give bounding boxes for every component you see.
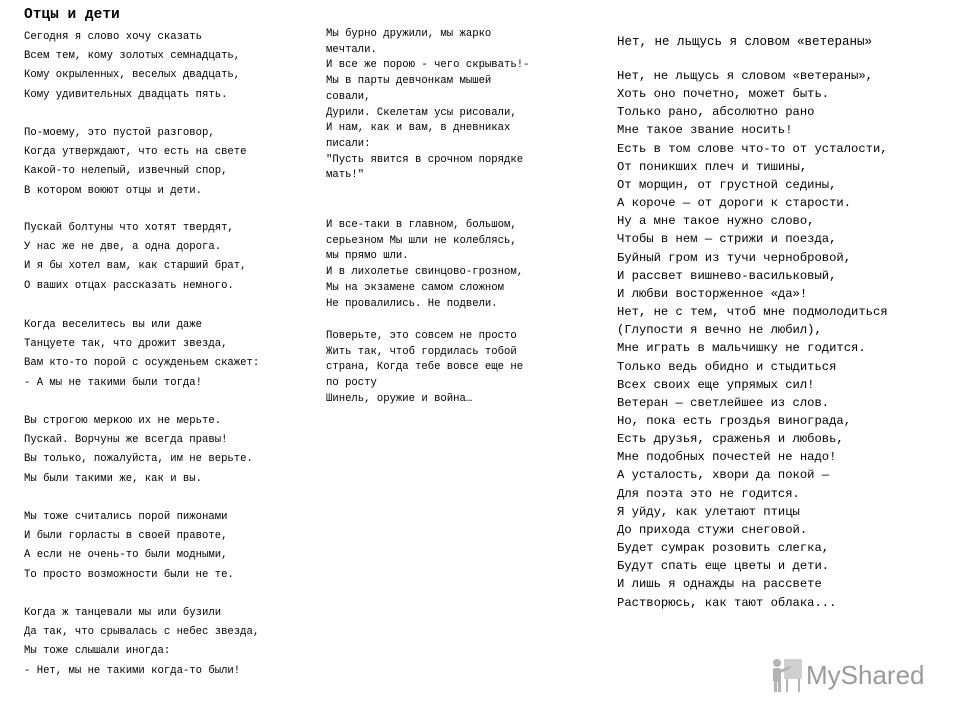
poem-line: мечтали. — [326, 43, 377, 56]
poem-line: мать!" — [326, 169, 365, 182]
poem1-stanza — [326, 329, 611, 408]
poem-line: И рассвет вишнево-васильковый, — [617, 268, 837, 283]
poem-line: И я бы хотел вам, как старший брат, — [24, 260, 247, 273]
poem-line: Мы тоже считались порой пижонами — [24, 511, 228, 523]
poem1-stanza — [24, 412, 253, 489]
poem-line: "Пусть явится в срочном порядке — [326, 153, 524, 166]
poem-line: О ваших отцах рассказать немного. — [24, 279, 234, 292]
poem-line: Будут спать еще цветы и дети. — [617, 559, 830, 574]
poem-line: Есть друзья, сраженья и любовь, — [617, 432, 844, 447]
poem-line: Мне такое звание носить! — [617, 123, 793, 138]
presenter-icon — [766, 656, 804, 694]
poem-line: писали: — [326, 137, 371, 150]
poem-line: Всех своих еще упрямых сил! — [617, 377, 815, 392]
poem-line: Вы строгою меркою их не мерьте. — [24, 415, 222, 427]
poem-line: Мы были такими же, как и вы. — [24, 472, 203, 485]
poem2-title: Нет, не льщусь я словом «ветераны» — [617, 35, 873, 49]
poem-line: И все же порою - чего скрывать!- — [326, 59, 530, 72]
poem-line: - Нет, мы не такими когда-то были! — [24, 664, 241, 677]
logo-text: MyShared — [806, 660, 925, 690]
poem-line: Танцуете так, что дрожит звезда, — [24, 338, 228, 351]
poem-line: И были горласты в своей правоте, — [24, 530, 228, 543]
poem-line: Да так, что срывалась с небес звезда, — [24, 626, 260, 639]
poem-line: До прихода стужи снеговой. — [617, 522, 808, 537]
poem-line: Мне играть в мальчишку не годится. — [617, 341, 866, 356]
poem-line: Я уйду, как улетают птицы — [617, 504, 800, 519]
poem1-stanza — [24, 28, 240, 105]
poem-line: Вам кто-то порой с осужденьем скажет: — [24, 357, 260, 370]
poem-line: Сегодня я слово хочу сказать — [24, 31, 203, 43]
poem-line: Нет, не с тем, чтоб мне подмолодиться — [617, 305, 888, 320]
myshared-logo — [766, 656, 926, 694]
poem-line: То просто возможности были не те. — [24, 568, 234, 581]
poem-line: Растворюсь, как тают облака... — [617, 595, 837, 610]
poem-line: Есть в том слове что-то от усталости, — [617, 141, 888, 156]
poem-line: Вы только, пожалуйста, им не верьте. — [24, 453, 253, 466]
poem-line: А короче — от дороги к старости. — [617, 196, 852, 211]
poem-line: И все-таки в главном, большом, — [326, 219, 517, 231]
poem-line: Жить так, чтоб гордилась тобой — [326, 345, 517, 358]
poem-line: Всем тем, кому золотых семнадцать, — [24, 50, 241, 63]
poem-line: мы прямо шли. — [326, 250, 409, 263]
poem-line: по росту — [326, 377, 377, 390]
poem2-body — [617, 67, 888, 612]
poem-line: А если не очень-то были модными, — [24, 549, 228, 562]
poem-line: У нас же не две, а одна дорога. — [24, 241, 222, 254]
poem-line: От морщин, от грустной седины, — [617, 177, 837, 192]
poem-line: Но, пока есть гроздья винограда, — [617, 413, 852, 428]
poem1-stanza — [326, 27, 611, 184]
poem1-stanza — [24, 219, 247, 296]
poem-line: Пускай болтуны что хотят твердят, — [24, 222, 234, 234]
poem-line: Какой-то нелепый, извечный спор, — [24, 165, 228, 178]
poem-line: Будет сумрак розовить слегка, — [617, 541, 830, 556]
poem-line: Мы тоже слышали иногда: — [24, 645, 171, 658]
poem-line: Чтобы в нем — стрижи и поезда, — [617, 232, 837, 247]
poem-line: Когда утверждают, что есть на свете — [24, 146, 247, 159]
poem-line: От поникших плеч и тишины, — [617, 159, 808, 174]
poem-line: - А мы не такими были тогда! — [24, 376, 203, 389]
poem1-stanza — [24, 508, 234, 585]
poem-line: По-моему, это пустой разговор, — [24, 127, 215, 139]
poem-line: И любви восторженное «да»! — [617, 286, 808, 301]
poem-line: Хоть оно почетно, может быть. — [617, 87, 830, 102]
poem-line: Для поэта это не годится. — [617, 486, 800, 501]
poem-line: А усталость, хвори да покой — — [617, 468, 830, 483]
poem-line: страна, Когда тебе вовсе еще не — [326, 361, 524, 374]
poem-line: И лишь я однажды на рассвете — [617, 577, 822, 592]
poem1-stanza — [24, 316, 259, 393]
poem-line: Когда ж танцевали мы или бузили — [24, 607, 222, 619]
poem-line: совали, — [326, 90, 371, 103]
poem-line: Ну а мне такое нужно слово, — [617, 214, 815, 229]
poem-line: Мы на экзамене самом сложном — [326, 281, 505, 294]
poem-line: И нам, как и вам, в дневниках — [326, 122, 511, 135]
poem-line: Только рано, абсолютно рано — [617, 105, 815, 120]
poem1-stanza — [326, 218, 611, 312]
poem-line: Кому окрыленных, веселых двадцать, — [24, 69, 241, 82]
poem-line: Когда веселитесь вы или даже — [24, 319, 203, 331]
poem-line: Не провалились. Не подвели. — [326, 297, 498, 310]
poem-line: Только ведь обидно и стыдиться — [617, 359, 837, 374]
poem-line: (Глупости я вечно не любил), — [617, 323, 822, 338]
poem-line: Буйный гром из тучи чернобровой, — [617, 250, 852, 265]
poem-line: И в лихолетье свинцово-грозном, — [326, 266, 524, 279]
poem-line: Поверьте, это совсем не просто — [326, 330, 517, 342]
poem-line: Мне подобных почестей не надо! — [617, 450, 837, 465]
poem1-stanza — [24, 124, 247, 201]
poem-line: Мы в парты девчонкам мышей — [326, 75, 492, 88]
poem-line: Мы бурно дружили, мы жарко — [326, 28, 492, 40]
poem-line: серьезном Мы шли не колеблясь, — [326, 234, 517, 247]
poem-line: Пускай. Ворчуны же всегда правы! — [24, 434, 228, 447]
poem-line: Ветеран — светлейшее из слов. — [617, 395, 830, 410]
poem-line: Дурили. Скелетам усы рисовали, — [326, 106, 517, 119]
poem-line: Кому удивительных двадцать пять. — [24, 88, 228, 101]
poem1-title: Отцы и дети — [24, 7, 120, 23]
poem-line: Нет, не льщусь я словом «ветераны», — [617, 69, 873, 83]
poem1-stanza — [24, 604, 259, 681]
poem-line: В котором воюют отцы и дети. — [24, 184, 203, 197]
poem-line: Шинель, оружие и война… — [326, 392, 473, 405]
